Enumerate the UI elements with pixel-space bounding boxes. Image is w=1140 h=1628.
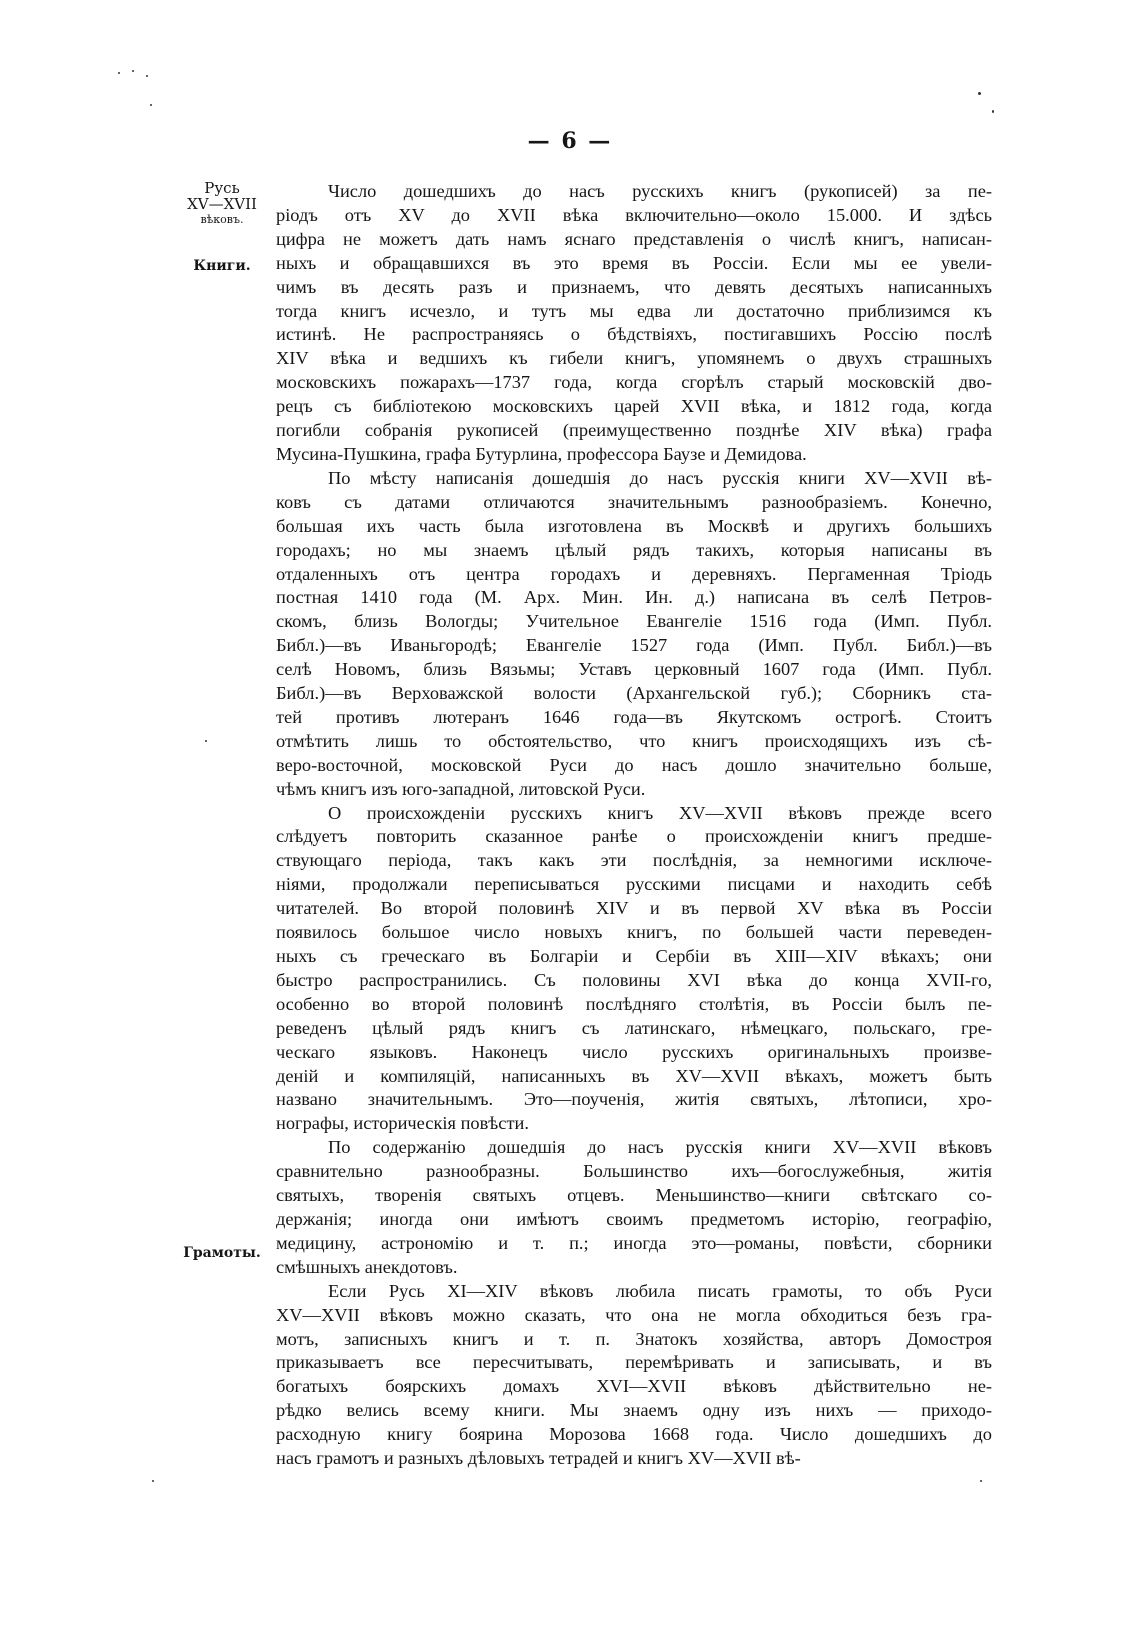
scan-speck xyxy=(992,110,994,113)
text-line: читателей. Во второй половинѣ XIV и въ первой XV вѣка въ Россіи xyxy=(276,898,992,919)
text-line: ныхъ и обращавшихся въ это время въ Россіи. Если мы ее увели- xyxy=(276,252,992,273)
text-line: большая ихъ часть была изготовлена въ Москвѣ и другихъ большихъ xyxy=(276,515,992,536)
margin-note-gramoty: Грамоты. xyxy=(183,1245,261,1261)
text-line: ныхъ съ греческаго въ Болгаріи и Сербіи въ XIII—XIV вѣкахъ; они xyxy=(276,946,992,966)
text-line: появилось большое число новыхъ книгъ, по большей части переведен- xyxy=(276,922,992,943)
text-line: Библ.)—въ Иваньгородѣ; Евангеліе 1527 года (Имп. Публ. Библ.)—въ xyxy=(276,635,992,656)
text-line: отмѣтить лишь то обстоятельство, что книгъ происходящихъ изъ сѣ- xyxy=(276,730,992,751)
text-line: приказываетъ все пересчитывать, перемѣривать и записывать, и въ xyxy=(276,1352,992,1373)
text-line: сравнительно разнообразны. Большинство ихъ—богослужебныя, житія xyxy=(276,1161,992,1182)
text-line: Число дошедшихъ до насъ русскихъ книгъ (рукописей) за пе- xyxy=(328,181,992,201)
text-line: селѣ Новомъ, близь Вязьмы; Уставъ церковный 1607 года (Имп. Публ. xyxy=(276,659,992,680)
scan-speck xyxy=(980,1480,982,1482)
margin-note-rus xyxy=(168,180,276,228)
text-line: ріодъ отъ XV до XVII вѣка включительно—около 15.000. И здѣсь xyxy=(276,204,992,225)
text-line: нографы, историческія повѣсти. xyxy=(276,1113,529,1134)
text-line: мотъ, записныхъ книгъ и т. п. Знатокъ хозяйства, авторъ Домостроя xyxy=(276,1328,992,1349)
text-line: рецъ съ библіотекою московскихъ царей XVII вѣка, и 1812 года, когда xyxy=(276,396,992,417)
text-line: насъ грамотъ и разныхъ дѣловыхъ тетрадей и книгъ XV—XVII вѣ- xyxy=(276,1448,801,1469)
margin-note-knigi: Книги. xyxy=(193,258,251,274)
text-line: тогда книгъ исчезло, и тутъ мы едва ли достаточно приблизимся къ xyxy=(276,300,992,321)
paragraph-5 xyxy=(276,1280,992,1471)
text-line: О происхожденіи русскихъ книгъ XV—XVII вѣковъ прежде всего xyxy=(328,802,992,823)
text-line: чимъ въ десять разъ и признаемъ, что девять десятыхъ написанныхъ xyxy=(276,276,992,297)
scan-speck xyxy=(146,75,148,77)
page-number: — 6 — xyxy=(527,128,613,154)
text-line: рѣдко велись всему книги. Мы знаемъ одну изъ нихъ — приходо- xyxy=(276,1400,992,1421)
text-line: Если Русь XI—XIV вѣковъ любила писать грамоты, то объ Руси xyxy=(328,1280,992,1301)
text-line: По содержанію дошедшія до насъ русскія книги XV—XVII вѣковъ xyxy=(328,1137,992,1158)
text-line: названо значительнымъ. Это—поученія, житія святыхъ, лѣтописи, хро- xyxy=(276,1089,992,1110)
text-line: тей противъ лютеранъ 1646 года—въ Якутскомъ острогѣ. Стоитъ xyxy=(276,706,992,727)
text-line: быстро распространились. Съ половины XVI вѣка до конца XVII-го, xyxy=(276,969,992,990)
text-line: реведенъ цѣлый рядъ книгъ съ латинскаго, нѣмецкаго, польскаго, гре- xyxy=(276,1017,992,1038)
text-line: ніями, продолжали переписываться русскими писцами и находить себѣ xyxy=(276,874,992,895)
scan-speck xyxy=(118,72,120,74)
text-line: московскихъ пожарахъ—1737 года, когда сгорѣлъ старый московскій дво- xyxy=(276,372,992,393)
text-line: цифра не можетъ дать намъ яснаго представленія о числѣ книгъ, написан- xyxy=(276,228,992,249)
scan-speck xyxy=(152,1480,154,1482)
paragraph-4 xyxy=(276,1136,992,1279)
text-line: постная 1410 года (М. Арх. Мин. Ин. д.) написана въ селѣ Петров- xyxy=(276,587,992,608)
text-line: По мѣсту написанія дошедшія до насъ русскія книги XV—XVII вѣ- xyxy=(328,467,992,488)
text-line: XV—XVII вѣковъ можно сказать, что она не могла обходиться безъ гра- xyxy=(276,1304,992,1325)
text-line: Мусина-Пушкина, графа Бутурлина, профессора Баузе и Демидова. xyxy=(276,443,807,464)
text-line: ковъ съ датами отличаются значительнымъ разнообразіемъ. Конечно, xyxy=(276,491,992,512)
scan-speck xyxy=(205,740,207,742)
paragraph-2 xyxy=(276,467,992,802)
text-line: ческаго языковъ. Наконецъ число русскихъ оригинальныхъ произве- xyxy=(276,1041,992,1062)
text-line: городахъ; но мы знаемъ цѣлый рядъ такихъ, которыя написаны въ xyxy=(276,539,992,560)
text-line: Библ.)—въ Верховажской волости (Архангельской губ.); Сборникъ ста- xyxy=(276,683,992,704)
text-line: расходную книгу боярина Морозова 1668 года. Число дошедшихъ до xyxy=(276,1424,992,1445)
text-line: XIV вѣка и ведшихъ къ гибели книгъ, упомянемъ о двухъ страшныхъ xyxy=(276,348,992,369)
text-line: смѣшныхъ анекдотовъ. xyxy=(276,1256,458,1277)
scan-speck xyxy=(978,92,981,95)
text-line: чѣмъ книгъ изъ юго-западной, литовской Руси. xyxy=(276,778,646,799)
text-line: слѣдуетъ повторить сказанное ранѣе о происхожденіи книгъ предше- xyxy=(276,826,992,847)
text-line: погибли собранія рукописей (преимущественно позднѣе XIV вѣка) графа xyxy=(276,420,992,441)
text-line: деній и компиляцій, написанныхъ въ XV—XVII вѣкахъ, можетъ быть xyxy=(276,1065,992,1086)
text-line: особенно во второй половинѣ послѣдняго столѣтія, въ Россіи былъ пе- xyxy=(276,993,992,1014)
margin-note-rus-line1: Русь xyxy=(204,179,240,197)
margin-note-rus-line2: XV—XVII xyxy=(187,195,257,213)
text-line: держанія; иногда они имѣютъ своимъ предметомъ исторію, географію, xyxy=(276,1208,992,1229)
scan-speck xyxy=(132,70,134,72)
text-line: истинѣ. Не распространяясь о бѣдствіяхъ, постигавшихъ Россію послѣ xyxy=(276,324,992,345)
margin-note-rus-line3: вѣковъ. xyxy=(200,213,244,226)
text-line: отдаленныхъ отъ центра городахъ и деревняхъ. Пергаменная Тріодь xyxy=(276,563,992,584)
scan-speck xyxy=(150,104,152,106)
main-text xyxy=(276,180,992,1471)
text-line: святыхъ, творенія святыхъ отцевъ. Меньшинство—книги свѣтскаго со- xyxy=(276,1185,992,1206)
text-line: медицину, астрономію и т. п.; иногда это—романы, повѣсти, сборники xyxy=(276,1232,992,1253)
paragraph-3 xyxy=(276,802,992,1137)
text-line: веро-восточной, московской Руси до насъ дошло значительно больше, xyxy=(276,754,992,775)
text-line: скомъ, близь Вологды; Учительное Евангеліе 1516 года (Имп. Публ. xyxy=(276,611,992,632)
text-line: ствующаго періода, такъ какъ эти послѣднія, за немногими исключе- xyxy=(276,850,992,871)
paragraph-1 xyxy=(276,180,992,467)
text-line: богатыхъ боярскихъ домахъ XVI—XVII вѣковъ дѣйствительно не- xyxy=(276,1376,992,1397)
